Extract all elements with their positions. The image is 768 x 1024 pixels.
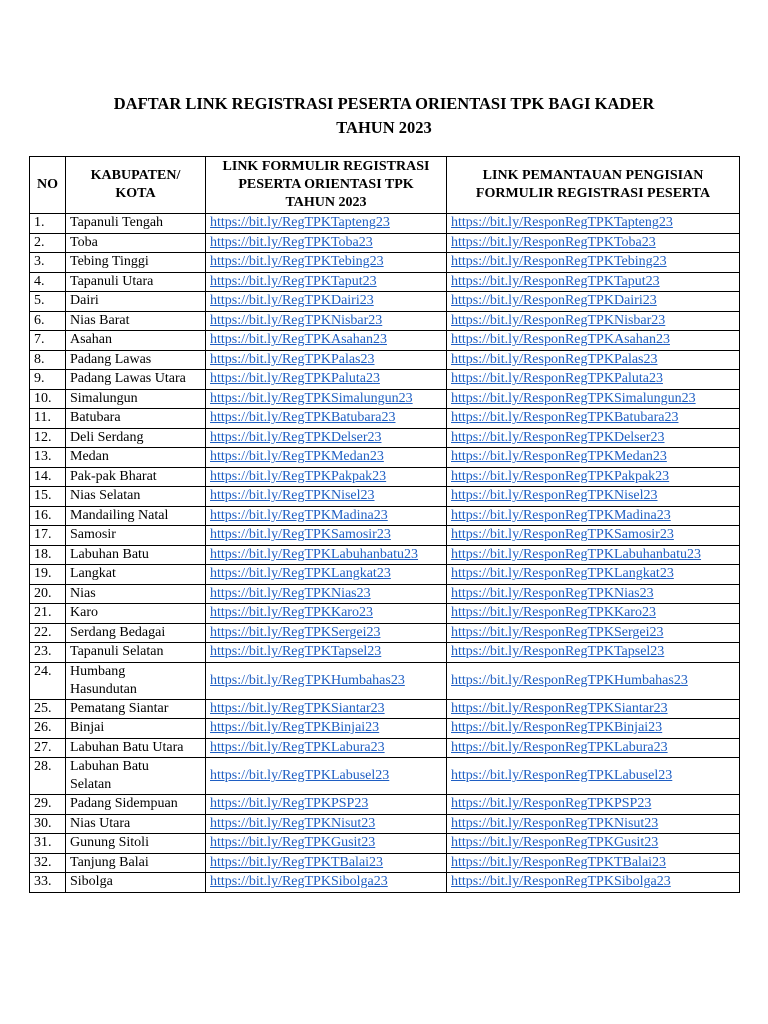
pemantauan-link-cell [447, 719, 740, 739]
row-number: 23. [30, 643, 66, 663]
formulir-link[interactable]: https://bit.ly/RegTPKToba23 [210, 234, 373, 250]
formulir-link-cell [206, 506, 447, 526]
formulir-link[interactable]: https://bit.ly/RegTPKSiantar23 [210, 700, 385, 716]
pemantauan-link-cell [447, 565, 740, 585]
formulir-link[interactable]: https://bit.ly/RegTPKPalas23 [210, 351, 375, 367]
formulir-link[interactable]: https://bit.ly/RegTPKAsahan23 [210, 332, 387, 348]
table-row [30, 253, 740, 273]
kabupaten-name: Samosir [66, 526, 206, 546]
formulir-link-cell [206, 292, 447, 312]
formulir-link-cell [206, 662, 447, 699]
formulir-link-cell [206, 699, 447, 719]
pemantauan-link-cell [447, 814, 740, 834]
formulir-link-cell [206, 584, 447, 604]
pemantauan-link-cell [447, 272, 740, 292]
formulir-link-cell [206, 272, 447, 292]
table-row [30, 409, 740, 429]
pemantauan-link[interactable]: https://bit.ly/ResponRegTPKNisut23 [451, 815, 659, 831]
document-title [0, 92, 768, 140]
formulir-link-cell [206, 738, 447, 758]
title-line-1: DAFTAR LINK REGISTRASI PESERTA ORIENTASI TPK BAGI KADER [113, 94, 655, 113]
kabupaten-name: Tapanuli Utara [66, 272, 206, 292]
pemantauan-link-cell [447, 834, 740, 854]
pemantauan-link[interactable]: https://bit.ly/ResponRegTPKBatubara23 [451, 410, 679, 426]
kabupaten-name-line: Labuhan Batu [70, 759, 149, 775]
kabupaten-name-line: Selatan [70, 777, 112, 792]
formulir-link[interactable]: https://bit.ly/RegTPKHumbahas23 [210, 672, 405, 688]
formulir-link[interactable]: https://bit.ly/RegTPKPSP23 [210, 796, 369, 812]
row-number: 8. [30, 350, 66, 370]
pemantauan-link[interactable]: https://bit.ly/ResponRegTPKNias23 [451, 585, 654, 601]
table-row [30, 719, 740, 739]
pemantauan-link[interactable]: https://bit.ly/ResponRegTPKLabura23 [451, 739, 668, 755]
pemantauan-link-cell [447, 292, 740, 312]
row-number: 24. [30, 662, 66, 699]
row-number: 32. [30, 853, 66, 873]
pemantauan-link[interactable]: https://bit.ly/ResponRegTPKPalas23 [451, 351, 658, 367]
pemantauan-link-cell [447, 738, 740, 758]
formulir-link[interactable]: https://bit.ly/RegTPKNisel23 [210, 488, 375, 504]
header-no: NO [30, 157, 66, 214]
row-number: 20. [30, 584, 66, 604]
kabupaten-name: Tebing Tinggi [66, 253, 206, 273]
pemantauan-link[interactable]: https://bit.ly/ResponRegTPKTapsel23 [451, 644, 665, 660]
formulir-link-cell [206, 545, 447, 565]
table-row [30, 584, 740, 604]
pemantauan-link[interactable]: https://bit.ly/ResponRegTPKToba23 [451, 234, 656, 250]
table-row [30, 350, 740, 370]
row-number: 33. [30, 873, 66, 893]
kabupaten-name: Gunung Sitoli [66, 834, 206, 854]
formulir-link[interactable]: https://bit.ly/RegTPKSimalungun23 [210, 390, 413, 406]
formulir-link[interactable]: https://bit.ly/RegTPKMedan23 [210, 449, 384, 465]
row-number: 12. [30, 428, 66, 448]
pemantauan-link[interactable]: https://bit.ly/ResponRegTPKSamosir23 [451, 527, 674, 543]
pemantauan-link[interactable]: https://bit.ly/ResponRegTPKPakpak23 [451, 468, 670, 484]
row-number: 14. [30, 467, 66, 487]
header-pemantauan: LINK PEMANTAUAN PENGISIAN FORMULIR REGISTRASI PESERTA [447, 157, 740, 214]
pemantauan-link[interactable]: https://bit.ly/ResponRegTPKBinjai23 [451, 720, 663, 736]
table-row [30, 506, 740, 526]
formulir-link[interactable]: https://bit.ly/RegTPKTebing23 [210, 254, 384, 270]
kabupaten-name: Sibolga [66, 873, 206, 893]
table-row [30, 487, 740, 507]
row-number: 10. [30, 389, 66, 409]
kabupaten-name: Karo [66, 604, 206, 624]
formulir-link[interactable]: https://bit.ly/RegTPKSibolga23 [210, 874, 388, 890]
row-number: 17. [30, 526, 66, 546]
table-row [30, 467, 740, 487]
formulir-link[interactable]: https://bit.ly/RegTPKDelser23 [210, 429, 382, 445]
table-row [30, 565, 740, 585]
row-number: 15. [30, 487, 66, 507]
table-row [30, 526, 740, 546]
formulir-link[interactable]: https://bit.ly/RegTPKSamosir23 [210, 527, 391, 543]
table-row [30, 214, 740, 234]
row-number: 21. [30, 604, 66, 624]
pemantauan-link[interactable]: https://bit.ly/ResponRegTPKSiantar23 [451, 700, 668, 716]
table-row [30, 643, 740, 663]
pemantauan-link[interactable]: https://bit.ly/ResponRegTPKLabuhanbatu23 [451, 546, 702, 562]
table-row [30, 272, 740, 292]
formulir-link-cell [206, 331, 447, 351]
pemantauan-link[interactable]: https://bit.ly/ResponRegTPKSibolga23 [451, 874, 671, 890]
pemantauan-link-cell [447, 331, 740, 351]
pemantauan-link-cell [447, 873, 740, 893]
table-row [30, 370, 740, 390]
pemantauan-link[interactable]: https://bit.ly/ResponRegTPKDelser23 [451, 429, 665, 445]
kabupaten-name: Tapanuli Selatan [66, 643, 206, 663]
table-row [30, 662, 740, 699]
kabupaten-name: Simalungun [66, 389, 206, 409]
formulir-link-cell [206, 834, 447, 854]
kabupaten-name: Labuhan Batu [66, 545, 206, 565]
pemantauan-link-cell [447, 584, 740, 604]
formulir-link-cell [206, 873, 447, 893]
pemantauan-link-cell [447, 467, 740, 487]
row-number: 4. [30, 272, 66, 292]
formulir-link[interactable]: https://bit.ly/RegTPKNisut23 [210, 815, 376, 831]
pemantauan-link[interactable]: https://bit.ly/ResponRegTPKLangkat23 [451, 566, 674, 582]
formulir-link[interactable]: https://bit.ly/RegTPKLangkat23 [210, 566, 391, 582]
pemantauan-link[interactable]: https://bit.ly/ResponRegTPKAsahan23 [451, 332, 670, 348]
pemantauan-link-cell [447, 545, 740, 565]
kabupaten-name: Mandailing Natal [66, 506, 206, 526]
kabupaten-name: Pak-pak Bharat [66, 467, 206, 487]
pemantauan-link-cell [447, 428, 740, 448]
kabupaten-name: Pematang Siantar [66, 699, 206, 719]
row-number: 19. [30, 565, 66, 585]
kabupaten-name-line: Hasundutan [70, 681, 137, 697]
formulir-link[interactable]: https://bit.ly/RegTPKTapteng23 [210, 215, 390, 231]
table-body [30, 214, 740, 893]
pemantauan-link[interactable]: https://bit.ly/ResponRegTPKPaluta23 [451, 371, 663, 387]
pemantauan-link-cell [447, 643, 740, 663]
formulir-link[interactable]: https://bit.ly/RegTPKKaro23 [210, 605, 373, 621]
row-number: 3. [30, 253, 66, 273]
row-number: 13. [30, 448, 66, 468]
pemantauan-link[interactable]: https://bit.ly/ResponRegTPKTBalai23 [451, 854, 667, 870]
table-row [30, 738, 740, 758]
table-row [30, 758, 740, 795]
formulir-link-cell [206, 795, 447, 815]
table-row [30, 623, 740, 643]
pemantauan-link-cell [447, 526, 740, 546]
pemantauan-link-cell [447, 448, 740, 468]
pemantauan-link-cell [447, 699, 740, 719]
registration-link-table [29, 156, 740, 893]
kabupaten-name: Tanjung Balai [66, 853, 206, 873]
formulir-link-cell [206, 853, 447, 873]
header-kabupaten: KABUPATEN/ KOTA [66, 157, 206, 214]
row-number: 29. [30, 795, 66, 815]
header-formulir: LINK FORMULIR REGISTRASI PESERTA ORIENTASI TPK TAHUN 2023 [206, 157, 447, 214]
pemantauan-link[interactable]: https://bit.ly/ResponRegTPKTapteng23 [451, 215, 673, 231]
formulir-link[interactable]: https://bit.ly/RegTPKGusit23 [210, 835, 376, 851]
pemantauan-link[interactable]: https://bit.ly/ResponRegTPKNisbar23 [451, 312, 666, 328]
kabupaten-name: Padang Sidempuan [66, 795, 206, 815]
kabupaten-name: Asahan [66, 331, 206, 351]
table-row [30, 233, 740, 253]
row-number: 5. [30, 292, 66, 312]
formulir-link-cell [206, 467, 447, 487]
formulir-link[interactable]: https://bit.ly/RegTPKPakpak23 [210, 468, 387, 484]
row-number: 22. [30, 623, 66, 643]
pemantauan-link-cell [447, 233, 740, 253]
kabupaten-name: Batubara [66, 409, 206, 429]
row-number: 31. [30, 834, 66, 854]
pemantauan-link[interactable]: https://bit.ly/ResponRegTPKTaput23 [451, 273, 660, 289]
formulir-link-cell [206, 526, 447, 546]
table-row [30, 389, 740, 409]
formulir-link[interactable]: https://bit.ly/RegTPKLabura23 [210, 739, 385, 755]
pemantauan-link[interactable]: https://bit.ly/ResponRegTPKSimalungun23 [451, 390, 696, 406]
formulir-link-cell [206, 487, 447, 507]
formulir-link-cell [206, 448, 447, 468]
pemantauan-link-cell [447, 853, 740, 873]
pemantauan-link[interactable]: https://bit.ly/ResponRegTPKLabusel23 [451, 768, 673, 784]
formulir-link-cell [206, 370, 447, 390]
table-row [30, 311, 740, 331]
formulir-link[interactable]: https://bit.ly/RegTPKTaput23 [210, 273, 377, 289]
formulir-link-cell [206, 311, 447, 331]
pemantauan-link-cell [447, 623, 740, 643]
formulir-link-cell [206, 428, 447, 448]
kabupaten-name: Serdang Bedagai [66, 623, 206, 643]
formulir-link-cell [206, 409, 447, 429]
pemantauan-link[interactable]: https://bit.ly/ResponRegTPKTebing23 [451, 254, 667, 270]
kabupaten-name: Nias [66, 584, 206, 604]
row-number: 2. [30, 233, 66, 253]
table-row [30, 699, 740, 719]
row-number: 16. [30, 506, 66, 526]
table-header-row [30, 157, 740, 214]
kabupaten-name: Nias Utara [66, 814, 206, 834]
kabupaten-name: Labuhan Batu Utara [66, 738, 206, 758]
kabupaten-name: Toba [66, 233, 206, 253]
table-row [30, 834, 740, 854]
formulir-link[interactable]: https://bit.ly/RegTPKLabuhanbatu23 [210, 546, 419, 562]
row-number: 11. [30, 409, 66, 429]
pemantauan-link-cell [447, 350, 740, 370]
pemantauan-link[interactable]: https://bit.ly/ResponRegTPKDairi23 [451, 293, 657, 309]
kabupaten-name [66, 758, 206, 795]
row-number: 6. [30, 311, 66, 331]
formulir-link[interactable]: https://bit.ly/RegTPKPaluta23 [210, 371, 380, 387]
table-row [30, 448, 740, 468]
kabupaten-name: Nias Barat [66, 311, 206, 331]
pemantauan-link-cell [447, 370, 740, 390]
formulir-link-cell [206, 565, 447, 585]
row-number: 25. [30, 699, 66, 719]
formulir-link-cell [206, 350, 447, 370]
row-number: 18. [30, 545, 66, 565]
row-number: 26. [30, 719, 66, 739]
pemantauan-link-cell [447, 214, 740, 234]
formulir-link[interactable]: https://bit.ly/RegTPKSergei23 [210, 624, 381, 640]
kabupaten-name: Langkat [66, 565, 206, 585]
kabupaten-name: Padang Lawas [66, 350, 206, 370]
formulir-link[interactable]: https://bit.ly/RegTPKTapsel23 [210, 644, 382, 660]
formulir-link-cell [206, 758, 447, 795]
table-row [30, 428, 740, 448]
row-number: 7. [30, 331, 66, 351]
table-row [30, 604, 740, 624]
pemantauan-link[interactable]: https://bit.ly/ResponRegTPKGusit23 [451, 835, 659, 851]
row-number: 27. [30, 738, 66, 758]
formulir-link-cell [206, 643, 447, 663]
kabupaten-name: Medan [66, 448, 206, 468]
formulir-link[interactable]: https://bit.ly/RegTPKMadina23 [210, 507, 388, 523]
kabupaten-name: Dairi [66, 292, 206, 312]
formulir-link-cell [206, 233, 447, 253]
table-row [30, 292, 740, 312]
pemantauan-link-cell [447, 506, 740, 526]
formulir-link-cell [206, 623, 447, 643]
pemantauan-link[interactable]: https://bit.ly/ResponRegTPKHumbahas23 [451, 672, 688, 688]
pemantauan-link-cell [447, 253, 740, 273]
kabupaten-name: Binjai [66, 719, 206, 739]
formulir-link-cell [206, 604, 447, 624]
formulir-link-cell [206, 214, 447, 234]
pemantauan-link-cell [447, 487, 740, 507]
formulir-link[interactable]: https://bit.ly/RegTPKLabusel23 [210, 768, 390, 784]
kabupaten-name-line: Humbang [70, 663, 126, 679]
pemantauan-link[interactable]: https://bit.ly/ResponRegTPKNisel23 [451, 488, 658, 504]
pemantauan-link[interactable]: https://bit.ly/ResponRegTPKKaro23 [451, 605, 656, 621]
pemantauan-link[interactable]: https://bit.ly/ResponRegTPKMadina23 [451, 507, 671, 523]
title-line-2: TAHUN 2023 [336, 118, 432, 137]
formulir-link[interactable]: https://bit.ly/RegTPKTBalai23 [210, 854, 384, 870]
row-number: 28. [30, 758, 66, 795]
row-number: 30. [30, 814, 66, 834]
table-row [30, 331, 740, 351]
table-row [30, 795, 740, 815]
formulir-link-cell [206, 253, 447, 273]
pemantauan-link-cell [447, 409, 740, 429]
kabupaten-name [66, 662, 206, 699]
formulir-link-cell [206, 719, 447, 739]
pemantauan-link-cell [447, 795, 740, 815]
table-row [30, 545, 740, 565]
pemantauan-link[interactable]: https://bit.ly/ResponRegTPKMedan23 [451, 449, 667, 465]
kabupaten-name: Padang Lawas Utara [66, 370, 206, 390]
kabupaten-name: Nias Selatan [66, 487, 206, 507]
formulir-link[interactable]: https://bit.ly/RegTPKDairi23 [210, 293, 374, 309]
formulir-link-cell [206, 814, 447, 834]
pemantauan-link-cell [447, 662, 740, 699]
pemantauan-link[interactable]: https://bit.ly/ResponRegTPKPSP23 [451, 796, 652, 812]
table-row [30, 873, 740, 893]
table-row [30, 853, 740, 873]
formulir-link[interactable]: https://bit.ly/RegTPKNias23 [210, 585, 371, 601]
formulir-link[interactable]: https://bit.ly/RegTPKBinjai23 [210, 720, 380, 736]
pemantauan-link-cell [447, 389, 740, 409]
kabupaten-name: Deli Serdang [66, 428, 206, 448]
pemantauan-link-cell [447, 758, 740, 795]
row-number: 1. [30, 214, 66, 234]
kabupaten-name: Tapanuli Tengah [66, 214, 206, 234]
formulir-link[interactable]: https://bit.ly/RegTPKBatubara23 [210, 410, 396, 426]
pemantauan-link-cell [447, 311, 740, 331]
pemantauan-link-cell [447, 604, 740, 624]
table-row [30, 814, 740, 834]
formulir-link[interactable]: https://bit.ly/RegTPKNisbar23 [210, 312, 383, 328]
pemantauan-link[interactable]: https://bit.ly/ResponRegTPKSergei23 [451, 624, 664, 640]
formulir-link-cell [206, 389, 447, 409]
row-number: 9. [30, 370, 66, 390]
